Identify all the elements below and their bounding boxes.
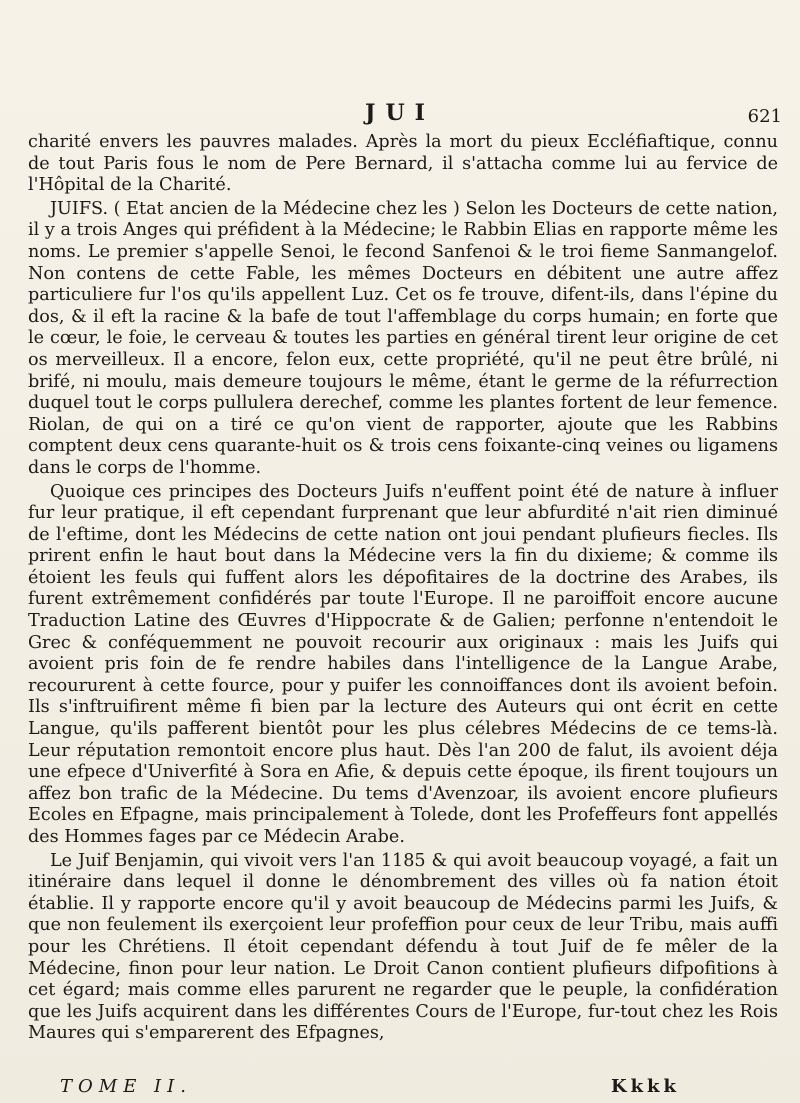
paragraph-1: charité envers les pauvres malades. Après la mort du pieux Eccléfiaftique, connu de tout Paris fous le nom de Pere Bernard, il s'attacha comme lui au fervice de l'Hôpital de la Charité.	[28, 132, 778, 196]
page-number: 621	[747, 106, 782, 127]
page-footer	[60, 1076, 680, 1100]
page-header	[0, 94, 800, 130]
running-title: JUI	[365, 100, 435, 126]
paragraph-4: Le Juif Benjamin, qui vivoit vers l'an 1185 & qui avoit beaucoup voyagé, a fait un itinéraire dans lequel il donne le dénombrement des villes où fa nation étoit établie. Il y rapporte encore qu'il y avoit beaucoup de Médecins parmi les Juifs, & que non feulement ils exerçoient leur profeffion pour ceux de leur Tribu, mais auffi pour les Chrétiens. Il étoit cependant défendu à tout Juif de fe mêler de la Médecine, finon pour leur nation. Le Droit Canon contient plufieurs difpofitions à cet égard; mais comme elles parurent ne regarder que le peuple, la confidération que les Juifs acquirent dans les différentes Cours de l'Europe, fur-tout chez les Rois Maures qui s'emparerent des Efpagnes,	[28, 850, 778, 1044]
printer-signature: Kkkk	[610, 1076, 680, 1097]
paragraph-2: JUIFS. ( Etat ancien de la Médecine chez les ) Selon les Docteurs de cette nation, il y a trois Anges qui préfident à la Médecine; le Rabbin Elias en rapporte même les noms. Le premier s'appelle Senoi, le fecond Sanfenoi & le troi fieme Sanmangelof. Non contens de cette Fable, les mêmes Docteurs en débitent une autre affez particuliere fur l'os qu'ils appellent Luz. Cet os fe trouve, difent-ils, dans l'épine du dos, & il eft la racine & la bafe de tout l'affemblage du corps humain; en forte que le cœur, le foie, le cerveau & toutes les parties en général tirent leur origine de cet os merveilleux. Il a encore, felon eux, cette propriété, qu'il ne peut être brûlé, ni brifé, ni moulu, mais demeure toujours le même, étant le germe de la réfurrection duquel tout le corps pullulera derechef, comme les plantes fortent de leur femence. Riolan, de qui on a tiré ce qu'on vient de rapporter, ajoute que les Rabbins comptent deux cens quarante-huit os & trois cens foixante-cinq veines ou ligamens dans le corps de l'homme.	[28, 198, 778, 478]
paragraph-3: Quoique ces principes des Docteurs Juifs n'euffent point été de nature à influer fur leur pratique, il eft cependant furprenant que leur abfurdité n'ait rien diminué de l'eftime, dont les Médecins de cette nation ont joui pendant plufieurs fiecles. Ils prirent enfin le haut bout dans la Médecine vers la fin du dixieme; & comme ils étoient les feuls qui fuffent alors les dépofitaires de la doctrine des Arabes, ils furent extrêmement confidérés par toute l'Europe. Il ne paroiffoit encore aucune Traduction Latine des Œuvres d'Hippocrate & de Galien; perfonne n'entendoit le Grec & conféquemment ne pouvoit recourir aux originaux : mais les Juifs qui avoient pris foin de fe rendre habiles dans l'intelligence de la Langue Arabe, recoururent à cette fource, pour y puifer les connoiffances dont ils avoient befoin. Ils s'inftruifirent même fi bien par la lecture des Auteurs qui ont écrit en cette Langue, qu'ils pafferent bientôt pour les plus célebres Médecins de ce tems-là. Leur réputation remontoit encore plus haut. Dès l'an 200 de falut, ils avoient déja une efpece d'Univerfité à Sora en Afie, & depuis cette époque, ils firent toujours un affez bon trafic de la Médecine. Du tems d'Avenzoar, ils avoient encore plufieurs Ecoles en Efpagne, mais principalement à Tolede, dont les Profeffeurs font appellés des Hommes fages par ce Médecin Arabe.	[28, 481, 778, 847]
volume-label: TOME II.	[60, 1076, 192, 1097]
body-text	[28, 132, 778, 1045]
